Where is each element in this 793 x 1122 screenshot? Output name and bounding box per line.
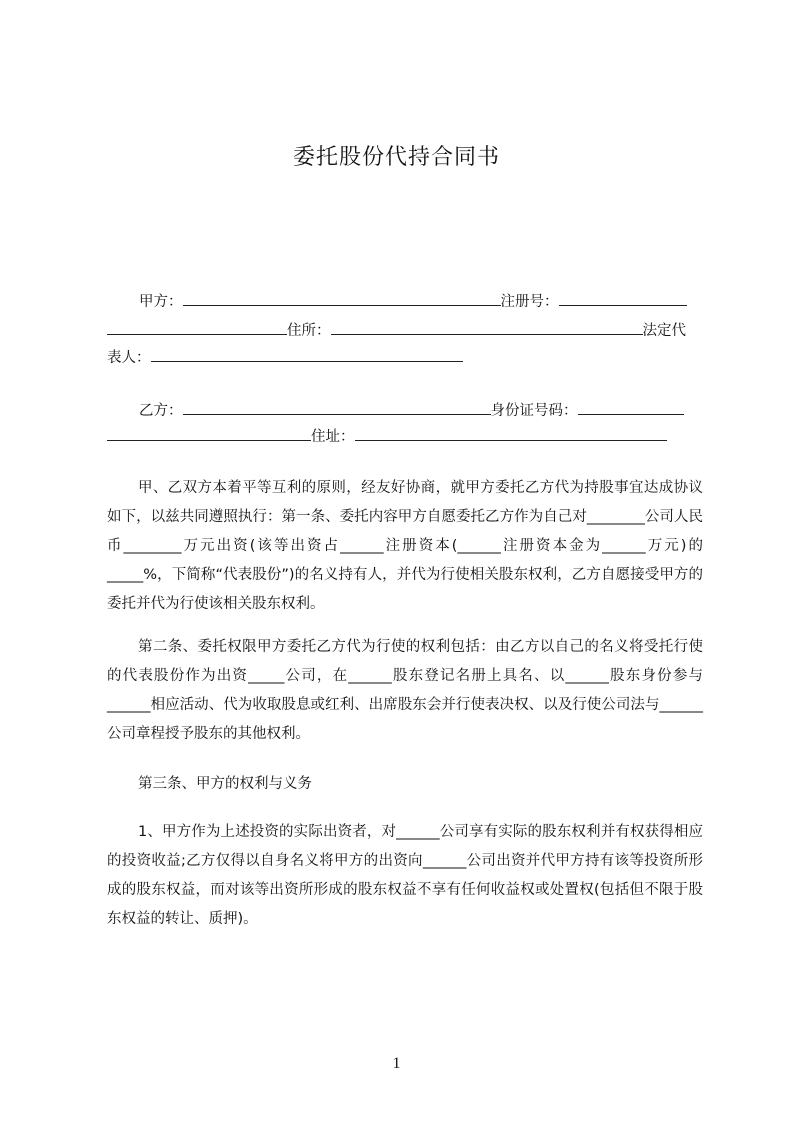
party-b-line-1 [139,400,684,421]
page-number: 1 [392,1055,401,1072]
party-a-name-blank[interactable] [183,291,501,306]
party-b-label: 乙方： [139,403,183,419]
party-a-reg-no-label: 注册号： [500,294,559,310]
party-a-legal-rep-label-2: 表人： [107,350,151,366]
party-b-line-2 [107,426,667,447]
party-b-id-blank-cont[interactable] [107,426,311,441]
party-a-reg-no-blank[interactable] [559,291,687,306]
party-a-line-1 [139,291,687,312]
party-b-address-blank[interactable] [355,426,667,441]
party-b-id-label: 身份证号码： [490,403,578,419]
document-title: 委托股份代持合同书 [292,145,500,170]
party-a-line-3 [107,347,463,368]
paragraph-article-1: 甲、乙双方本着平等互利的原则，经友好协商，就甲方委托乙方代为持股事宜达成协议如下，以兹共同遵照执行：第一条、委托内容甲方自愿委托乙方作为自己对________公司人民币________万元出资(该等出资占______注册资本(______注册资本金为______万元)的_____%，下简称“代表股份”)的名义持有人，并代为行使相关股东权利，乙方自愿接受甲方的委托并代为行使该相关股东权利。 [107,480,703,612]
party-a-legal-rep-label-1: 法定代 [642,323,686,339]
party-a-line-2 [107,320,686,341]
party-b-address-label: 住址： [311,429,355,445]
party-a-label: 甲方： [139,294,183,310]
party-b-name-blank[interactable] [183,400,491,415]
party-a-legal-rep-blank[interactable] [151,347,463,362]
party-a-address-label: 住所： [287,323,331,339]
paragraph-article-3-item-1: 1、甲方作为上述投资的实际出资者，对______公司享有实际的股东权利并有权获得相应的投资收益;乙方仅得以自身名义将甲方的出资向______公司出资并代甲方持有该等投资所形成的股东权益，而对该等出资所形成的股东权益不享有任何收益权或处置权(包括但不限于股东权益的转让、质押)。 [107,824,703,927]
paragraph-article-2: 第二条、委托权限甲方委托乙方代为行使的权利包括：由乙方以自己的名义将受托行使的代表股份作为出资_____公司，在______股东登记名册上具名、以______股东身份参与______相应活动、代为收取股息或红利、出席股东会并行使表决权、以及行使公司法与______公司章程授予股东的其他权利。 [107,639,703,742]
party-a-address-blank[interactable] [331,320,643,335]
heading-article-3: 第三条、甲方的权利与义务 [138,776,312,792]
party-a-reg-no-blank-cont[interactable] [107,320,287,335]
party-b-id-blank[interactable] [578,400,684,415]
